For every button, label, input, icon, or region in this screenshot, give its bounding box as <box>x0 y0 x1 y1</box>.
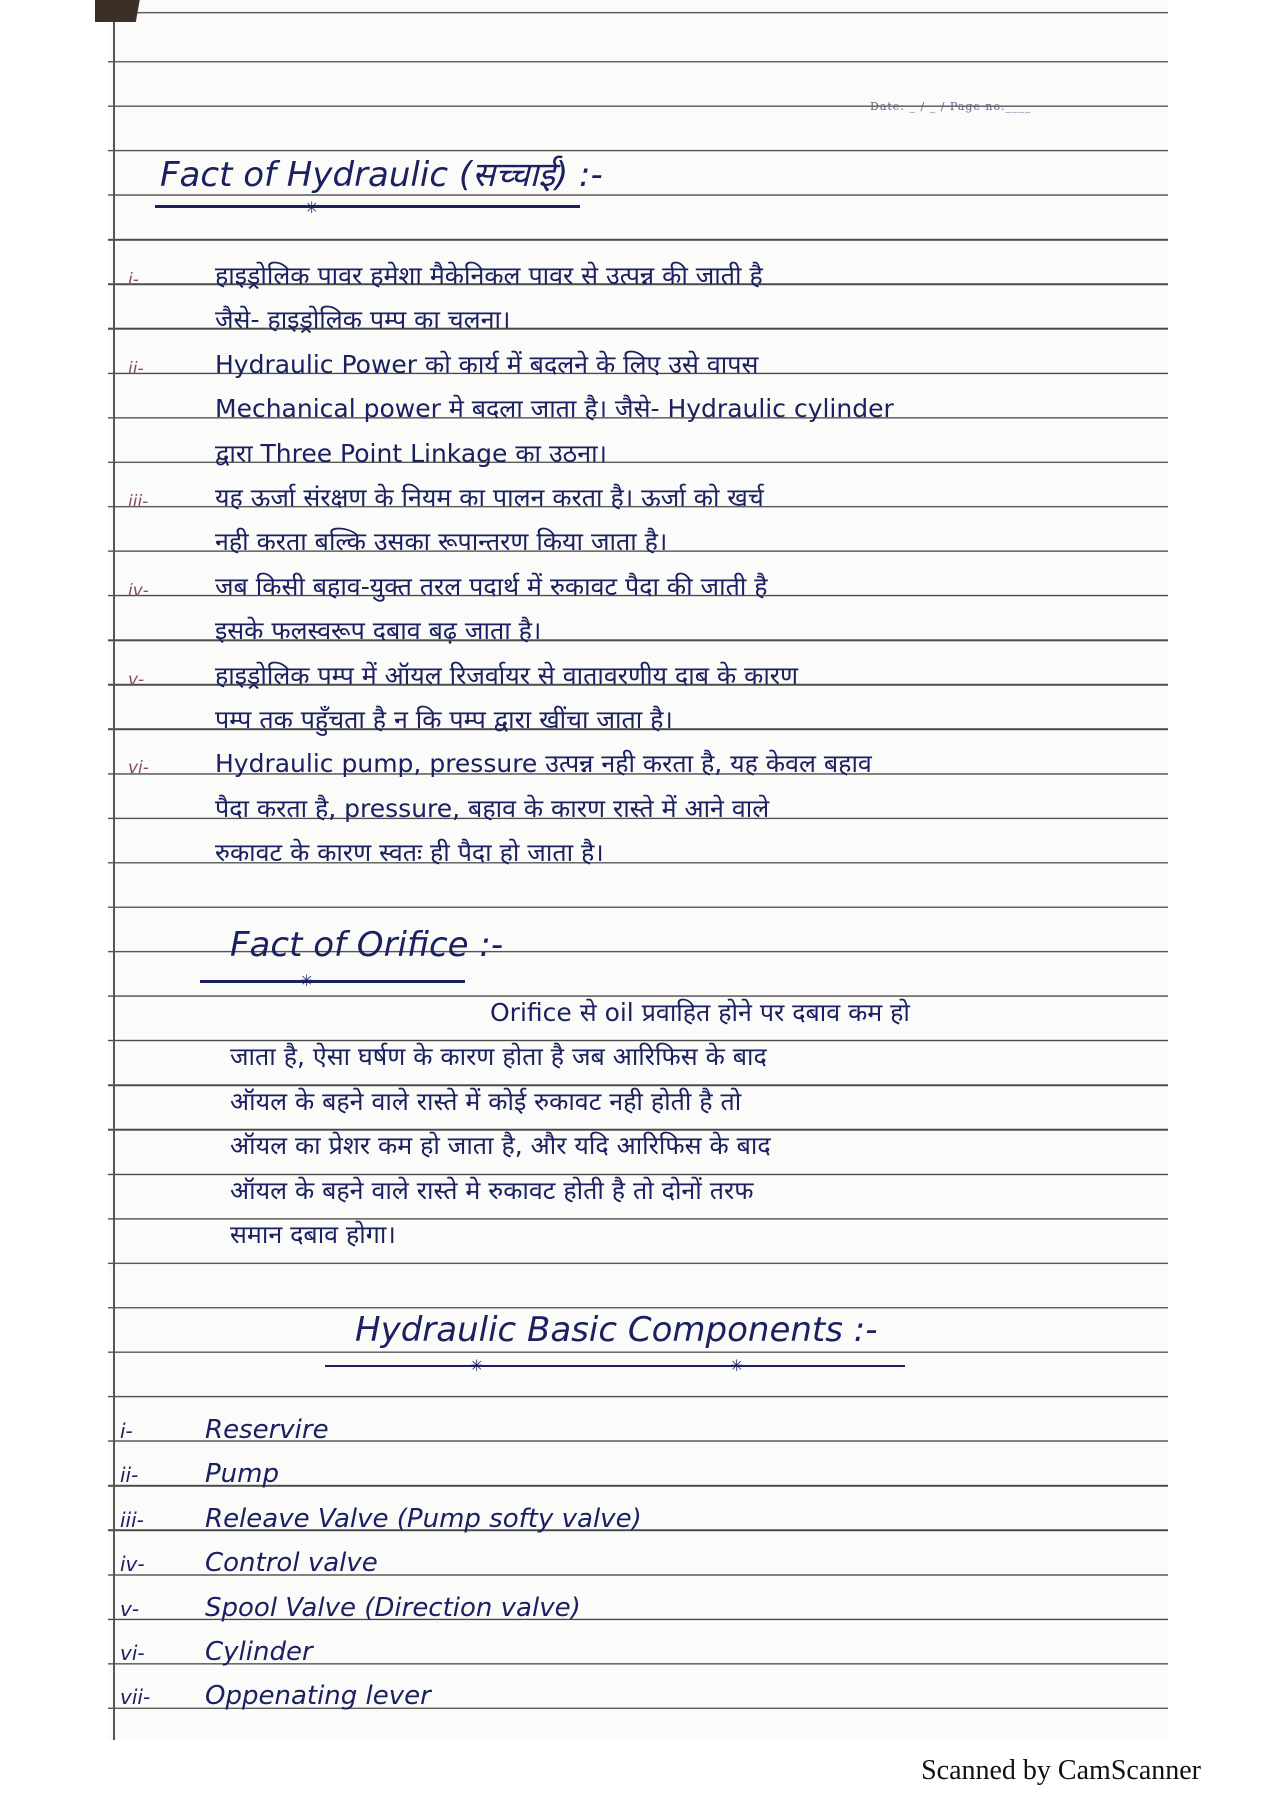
fact-line: नही करता बल्कि उसका रूपान्तरण किया जाता है। <box>215 527 668 557</box>
fact-number: ii- <box>128 358 144 379</box>
title-underline <box>200 980 465 983</box>
section-title-basic-components: Hydraulic Basic Components :- <box>355 1310 878 1350</box>
fact-line: हाइड्रोलिक पम्प में ऑयल रिजर्वायर से वातावरणीय दाब के कारण <box>215 660 799 690</box>
component-number: ii- <box>120 1463 139 1488</box>
star-decoration-icon: ✳ <box>305 198 319 217</box>
star-decoration-icon: ✳ <box>470 1356 484 1375</box>
section-title-orifice-facts: Fact of Orifice :- <box>230 925 504 965</box>
fact-line: जैसे- हाइड्रोलिक पम्प का चलना। <box>215 305 511 335</box>
component-number: vii- <box>120 1685 151 1710</box>
section-title-hydraulic-facts: Fact of Hydraulic (सच्चाई) :- <box>160 155 603 195</box>
fact-line: रुकावट के कारण स्वतः ही पैदा हो जाता है। <box>215 838 604 868</box>
orifice-line: ऑयल के बहने वाले रास्ते में कोई रुकावट नही होती है तो <box>230 1086 742 1116</box>
fact-line: पम्प तक पहुँचता है न कि पम्प द्वारा खींचा जाता है। <box>215 705 673 734</box>
fact-line: पैदा करता है, pressure, बहाव के कारण रास्ते में आने वाले <box>215 793 770 823</box>
component-item: Releave Valve (Pump softy valve) <box>205 1503 642 1534</box>
orifice-line: ऑयल का प्रेशर कम हो जाता है, और यदि आरिफिस के बाद <box>230 1131 771 1161</box>
title-underline <box>155 205 580 208</box>
orifice-line: Orifice से oil प्रवाहित होने पर दबाव कम हो <box>490 998 910 1027</box>
margin-line <box>113 0 115 1740</box>
fact-line: इसके फलस्वरूप दबाव बढ़ जाता है। <box>215 616 542 646</box>
component-item: Oppenating lever <box>205 1681 431 1712</box>
orifice-line: जाता है, ऐसा घर्षण के कारण होता है जब आरिफिस के बाद <box>230 1042 767 1072</box>
fact-line: Mechanical power मे बदला जाता है। जैसे- Hydraulic cylinder <box>215 394 894 424</box>
fact-line: Hydraulic pump, pressure उत्पन्न नही करता है, यह केवल बहाव <box>215 749 872 779</box>
date-page-field: Date: _ / _ / Page no.____ <box>870 100 1032 113</box>
component-item: Control valve <box>205 1548 378 1579</box>
component-item: Spool Valve (Direction valve) <box>205 1592 581 1623</box>
fact-line: यह ऊर्जा संरक्षण के नियम का पालन करता है। ऊर्जा को खर्च <box>215 483 764 512</box>
fact-line: जब किसी बहाव-युक्त तरल पदार्थ में रुकावट पैदा की जाती है <box>215 571 768 601</box>
component-item: Cylinder <box>205 1637 313 1667</box>
component-item: Pump <box>205 1459 279 1490</box>
orifice-line: समान दबाव होगा। <box>230 1220 396 1249</box>
component-number: vi- <box>120 1641 145 1665</box>
orifice-line: ऑयल के बहने वाले रास्ते मे रुकावट होती है तो दोनों तरफ <box>230 1175 754 1205</box>
component-number: iii- <box>120 1507 144 1532</box>
fact-line: Hydraulic Power को कार्य में बदलने के लिए उसे वापस <box>215 349 759 379</box>
star-decoration-icon: ✳ <box>730 1356 744 1375</box>
component-number: iv- <box>120 1552 145 1577</box>
fact-line: हाइड्रोलिक पावर हमेशा मैकेनिकल पावर से उत्पन्न की जाती है <box>215 261 763 290</box>
fact-number: vi- <box>128 758 149 779</box>
star-decoration-icon: ✳ <box>300 971 314 990</box>
fact-number: iii- <box>128 492 149 512</box>
component-item: Reservire <box>205 1415 329 1445</box>
page-corner-shadow <box>95 0 165 22</box>
fact-number: i- <box>128 270 139 290</box>
fact-number: v- <box>128 669 145 690</box>
fact-number: iv- <box>128 580 149 601</box>
component-number: v- <box>120 1596 140 1621</box>
scanner-watermark: Scanned by CamScanner <box>921 1755 1201 1786</box>
title-underline <box>325 1365 905 1367</box>
component-number: i- <box>120 1419 133 1443</box>
fact-line: द्वारा Three Point Linkage का उठना। <box>215 438 608 468</box>
